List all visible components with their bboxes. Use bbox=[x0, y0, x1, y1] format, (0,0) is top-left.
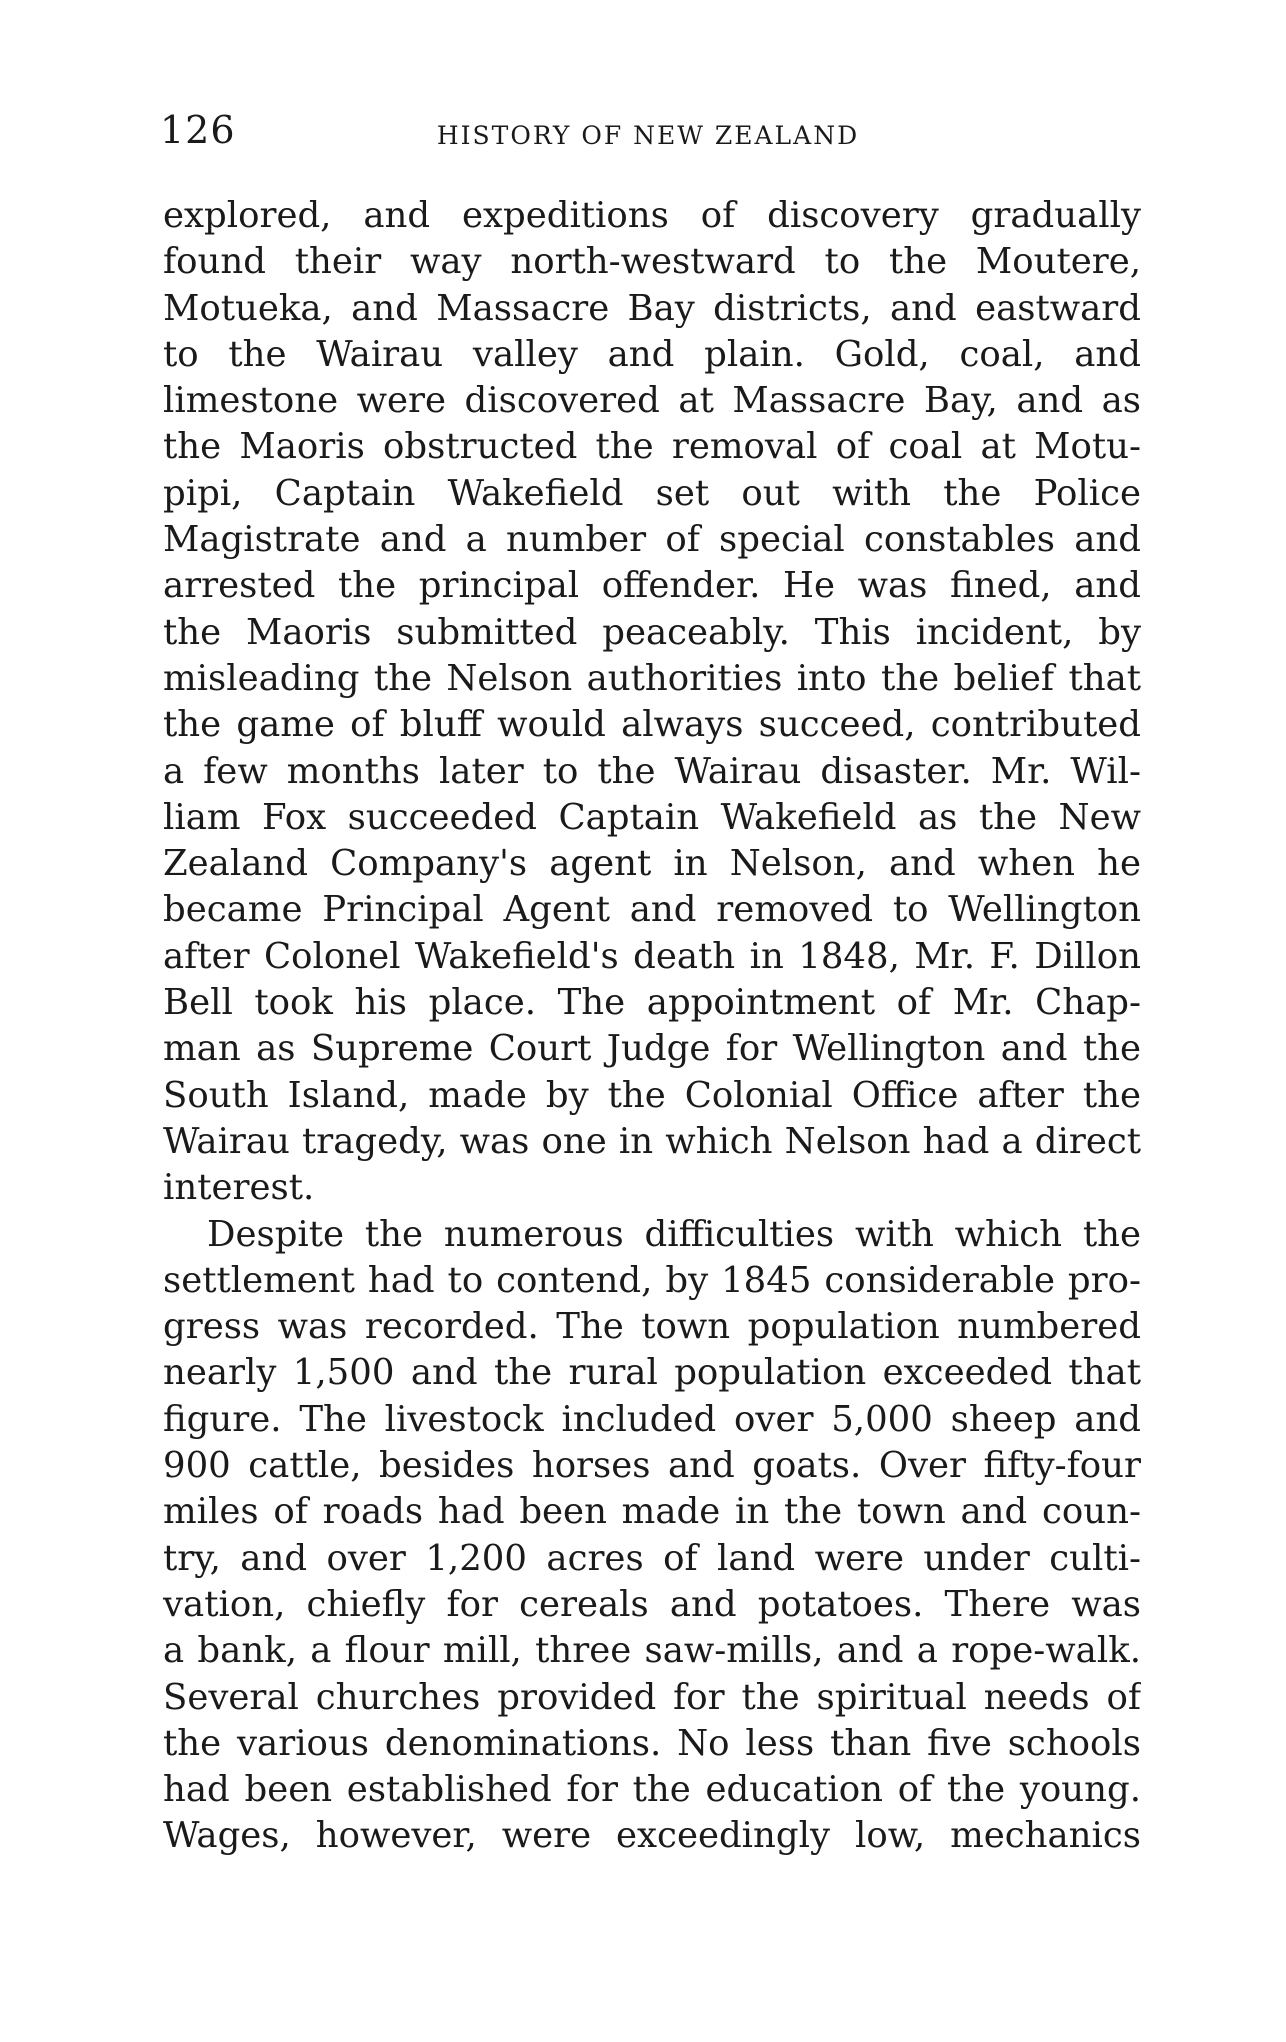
text-line: Several churches provided for the spiritual needs of bbox=[163, 1676, 1141, 1718]
text-line: Bell took his place. The appointment of Mr. Chap- bbox=[163, 982, 1141, 1024]
text-line: vation, chiefly for cereals and potatoes. There was bbox=[163, 1583, 1141, 1625]
text-line: settlement had to contend, by 1845 considerable pro- bbox=[163, 1259, 1141, 1301]
text-line: pipi, Captain Wakefield set out with the Police bbox=[163, 472, 1141, 514]
text-line: explored, and expeditions of discovery gradually bbox=[163, 195, 1141, 236]
text-line: found their way north-westward to the Moutere, bbox=[163, 241, 1141, 283]
text-line: South Island, made by the Colonial Office after the bbox=[163, 1074, 1141, 1116]
text-line: the various denominations. No less than five schools bbox=[163, 1722, 1141, 1764]
text-line: Wages, however, were exceedingly low, mechanics bbox=[163, 1815, 1141, 1857]
text-line: Motueka, and Massacre Bay districts, and eastward bbox=[163, 287, 1141, 329]
text-line: after Colonel Wakefield's death in 1848, Mr. F. Dillon bbox=[163, 935, 1141, 977]
text-line: man as Supreme Court Judge for Wellington and the bbox=[163, 1028, 1141, 1070]
text-line: a bank, a flour mill, three saw-mills, and a rope-walk. bbox=[163, 1630, 1141, 1672]
text-line: limestone were discovered at Massacre Bay, and as bbox=[163, 380, 1141, 422]
text-line: misleading the Nelson authorities into the belief that bbox=[163, 657, 1141, 699]
body-text bbox=[163, 193, 1141, 1860]
text-line: Wairau tragedy, was one in which Nelson had a direct bbox=[163, 1120, 1141, 1162]
running-head: HISTORY OF NEW ZEALAND bbox=[436, 121, 860, 150]
text-line: had been established for the education of the young. bbox=[163, 1769, 1141, 1811]
text-line: Magistrate and a number of special constables and bbox=[163, 519, 1141, 561]
text-line: the Maoris obstructed the removal of coal at Motu- bbox=[163, 426, 1141, 468]
paragraph-end-line: interest. bbox=[163, 1167, 315, 1209]
text-line: the Maoris submitted peaceably. This incident, by bbox=[163, 611, 1141, 653]
text-line: nearly 1,500 and the rural population exceeded that bbox=[163, 1352, 1141, 1394]
text-line: miles of roads had been made in the town and coun- bbox=[163, 1491, 1141, 1533]
text-line: to the Wairau valley and plain. Gold, coal, and bbox=[163, 333, 1141, 375]
text-line: figure. The livestock included over 5,000 sheep and bbox=[163, 1398, 1141, 1440]
text-line: the game of bluff would always succeed, contributed bbox=[163, 704, 1141, 746]
text-line: a few months later to the Wairau disaster. Mr. Wil- bbox=[163, 750, 1141, 792]
text-line: liam Fox succeeded Captain Wakefield as the New bbox=[163, 796, 1141, 838]
text-line: gress was recorded. The town population numbered bbox=[163, 1306, 1141, 1348]
page-header bbox=[160, 100, 1136, 160]
text-line: 900 cattle, besides horses and goats. Over fifty-four bbox=[163, 1445, 1141, 1487]
paragraph-start-line: Despite the numerous difficulties with which the bbox=[207, 1213, 1141, 1255]
text-line: try, and over 1,200 acres of land were under culti- bbox=[163, 1537, 1141, 1579]
text-line: Zealand Company's agent in Nelson, and when he bbox=[163, 843, 1141, 885]
page-number: 126 bbox=[160, 108, 236, 152]
text-line: arrested the principal offender. He was fined, and bbox=[163, 565, 1141, 607]
text-line: became Principal Agent and removed to Wellington bbox=[163, 889, 1141, 931]
